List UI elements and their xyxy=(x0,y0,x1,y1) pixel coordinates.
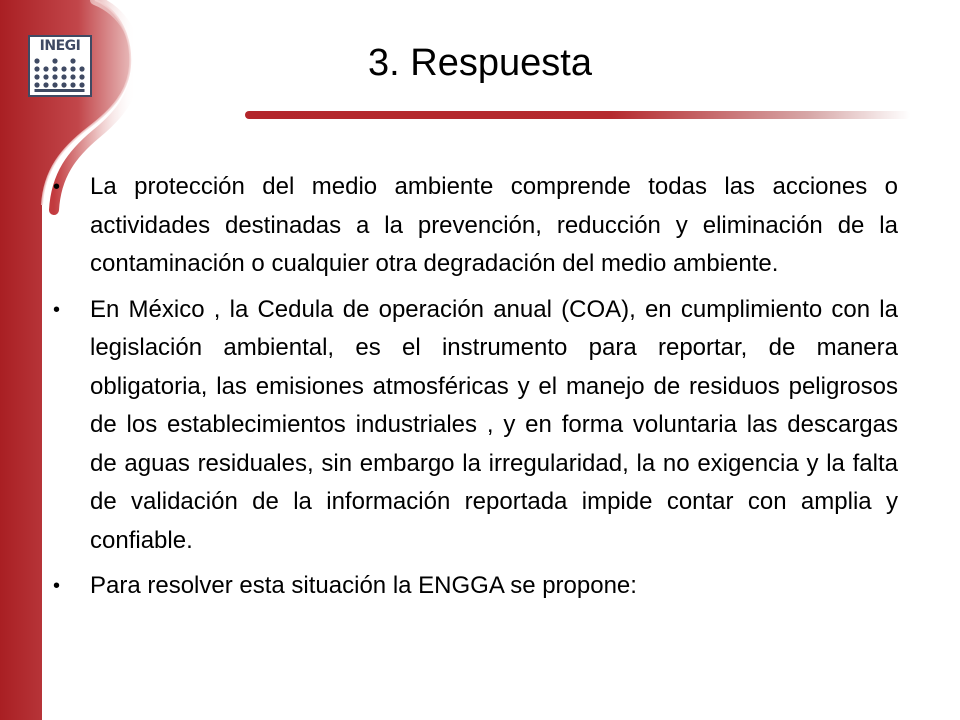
title-underline-bar xyxy=(245,111,910,119)
bullet-icon: • xyxy=(53,298,61,321)
bullet-list xyxy=(53,168,898,613)
bullet-text: En México , la Cedula de operación anual (COA), en cumplimiento con la legislación ambiental, es el instrumento para reportar, de manera obligatoria, las emisiones atmosféricas y el manejo de residuos peligrosos de los establecimientos industriales , y en forma voluntaria las descargas de aguas residuales, sin embargo la irregularidad, la no exigencia y la falta de validación de la información reportada impide contar con amplia y confiable. xyxy=(90,295,898,554)
bullet-text: Para resolver esta situación la ENGGA se propone: xyxy=(90,572,637,599)
bullet-text: La protección del medio ambiente comprende todas las acciones o actividades destinadas a la prevención, reducción y eliminación de la contaminación o cualquier otra degradación del medio ambiente. xyxy=(90,173,898,277)
logo-text: INEGI xyxy=(39,38,81,54)
bullet-icon: • xyxy=(53,176,61,198)
bullet-item xyxy=(53,567,898,606)
bullet-item xyxy=(53,168,898,284)
slide-title: 3. Respuesta xyxy=(368,42,592,84)
bullet-item xyxy=(53,291,898,561)
bullet-icon: • xyxy=(53,575,61,597)
